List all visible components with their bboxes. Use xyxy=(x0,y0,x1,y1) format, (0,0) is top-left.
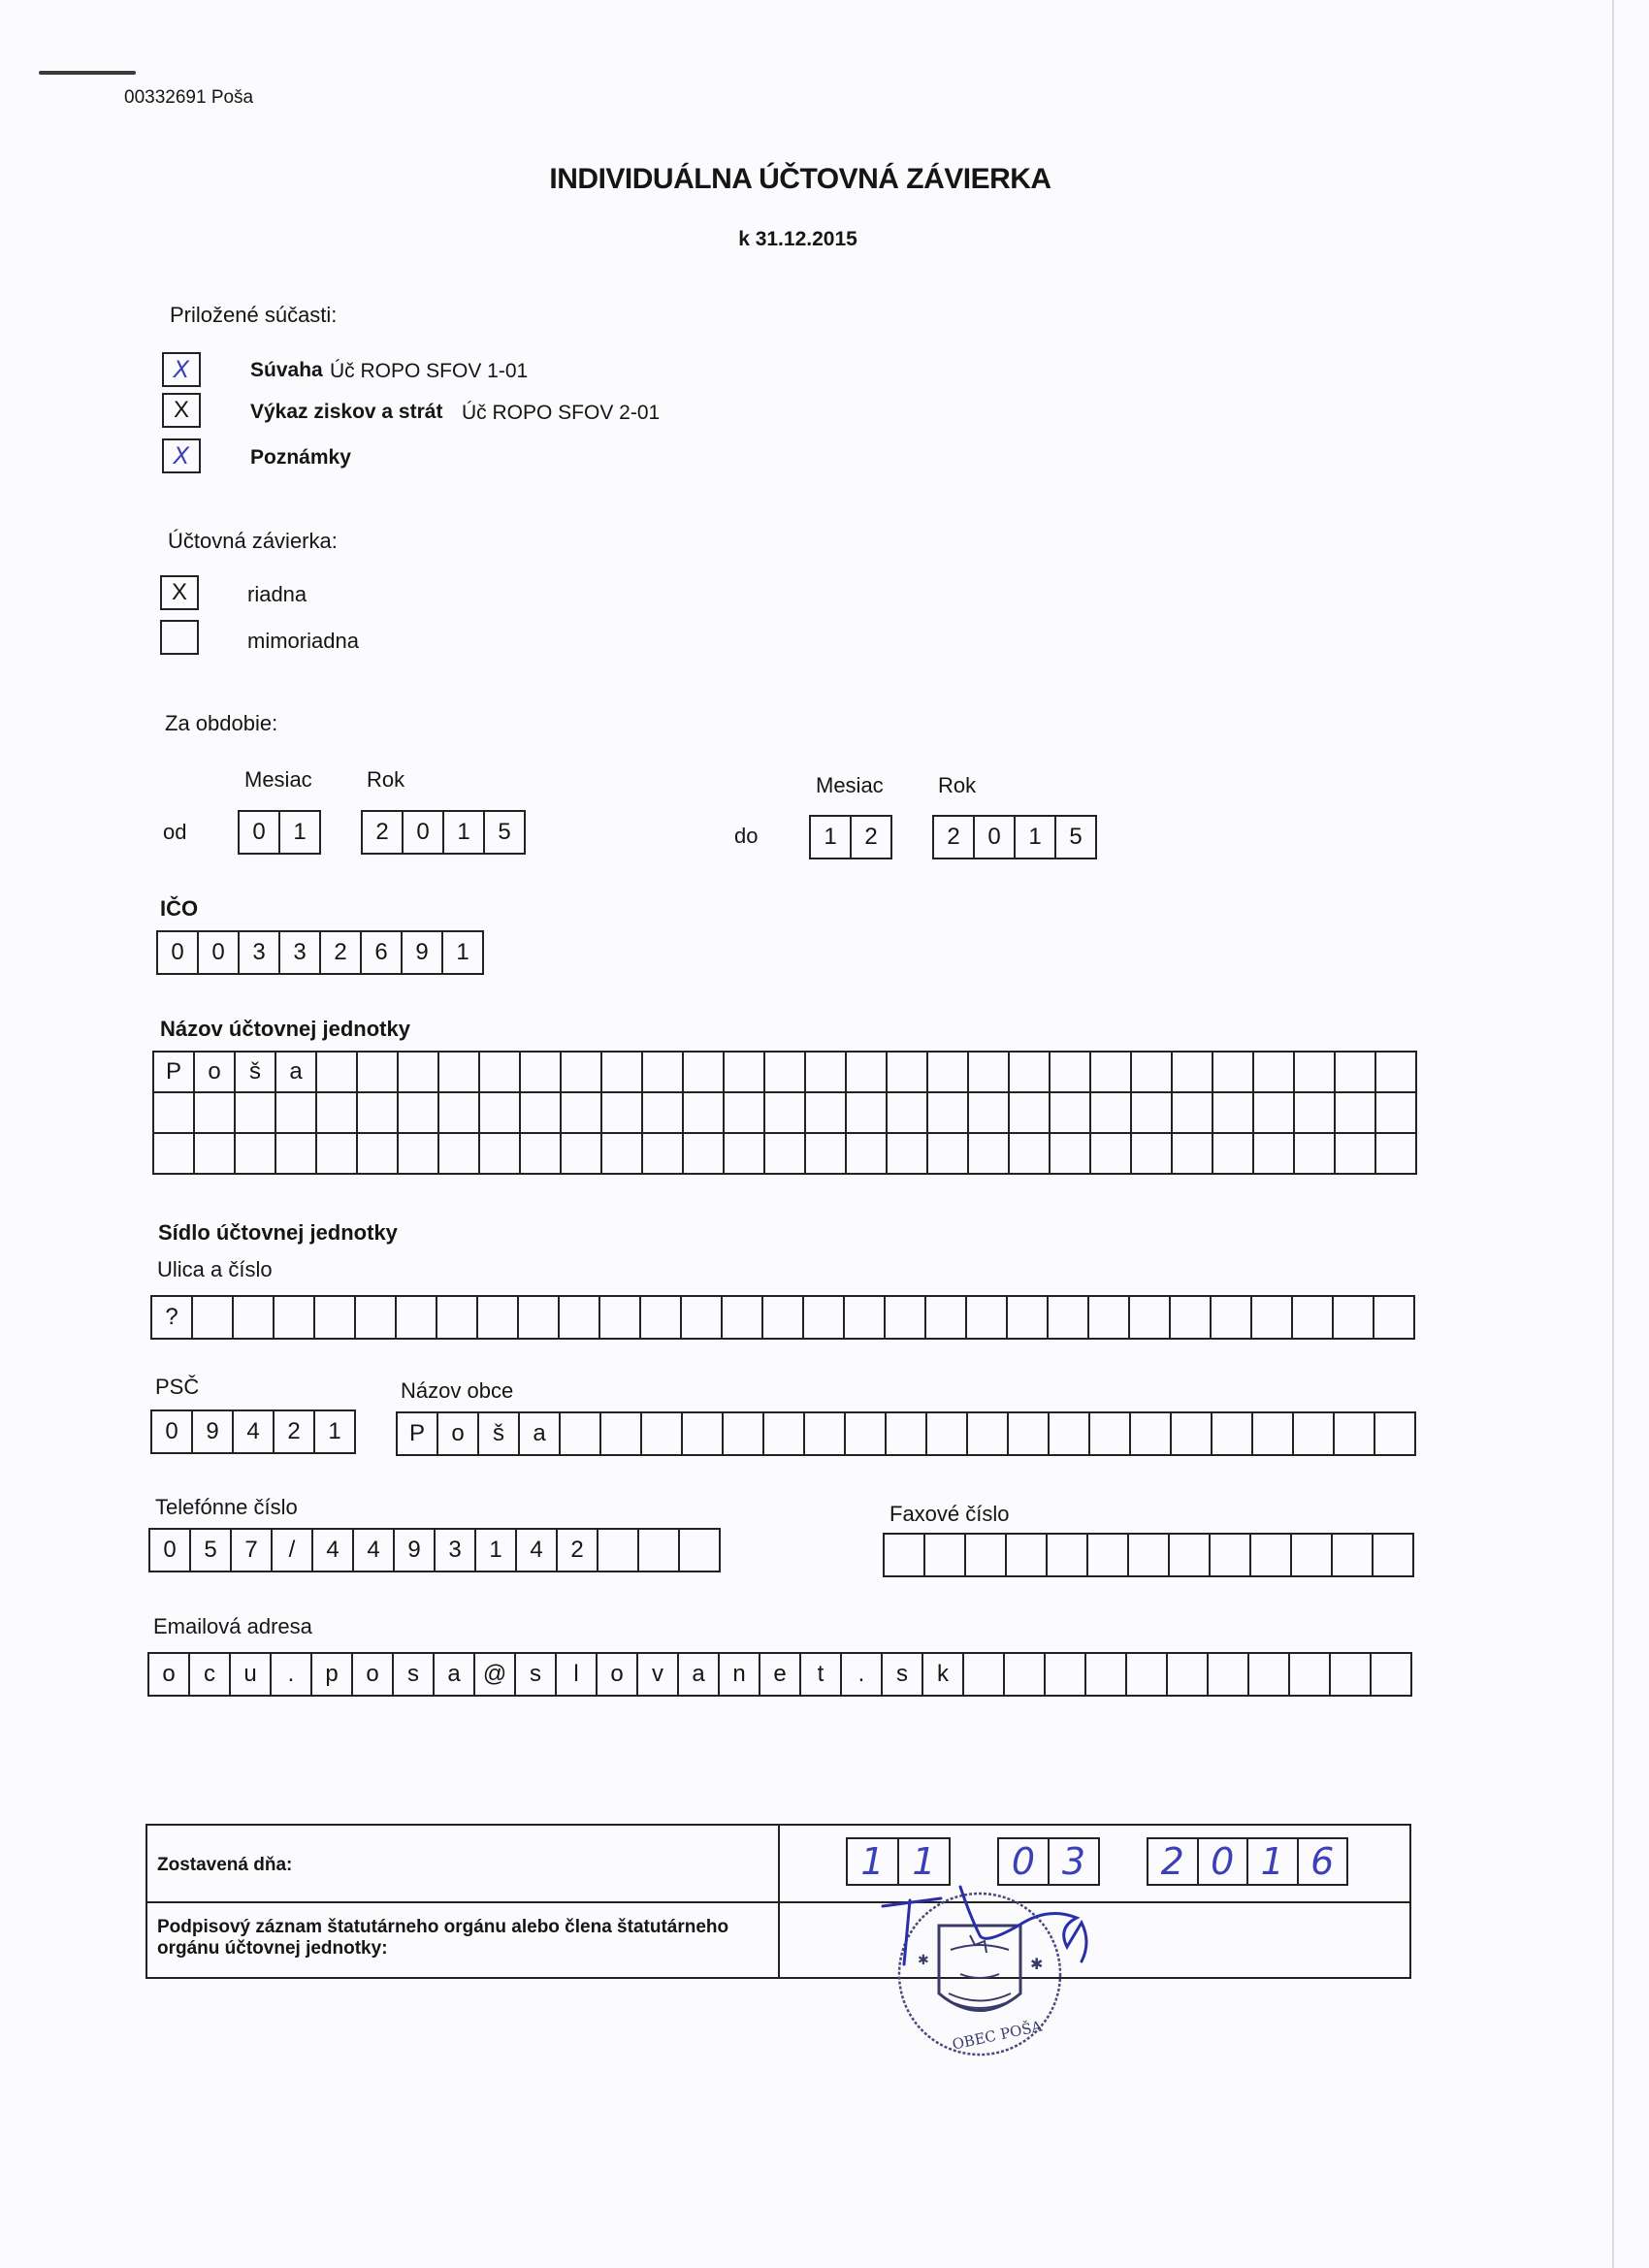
signature-label: Podpisový záznam štatutárneho orgánu alebo člena štatutárneho orgánu účtovnej jednotky: xyxy=(157,1917,729,1959)
empty-cell xyxy=(1294,1413,1335,1456)
empty-cell xyxy=(1132,1093,1173,1134)
attachment-checkbox-income[interactable]: X xyxy=(162,393,201,428)
empty-cell xyxy=(1295,1093,1336,1134)
empty-cell xyxy=(643,1134,684,1175)
empty-cell xyxy=(598,1530,639,1572)
ico-label: IČO xyxy=(160,896,199,921)
empty-cell xyxy=(1131,1413,1172,1456)
psc-digit: 4 xyxy=(234,1411,275,1454)
empty-cell xyxy=(1376,1093,1417,1134)
empty-cell xyxy=(928,1093,969,1134)
year-digit: 2 xyxy=(1148,1839,1199,1884)
empty-cell xyxy=(1212,1413,1253,1456)
ico-digit: 3 xyxy=(240,932,280,975)
ico-digit: 6 xyxy=(362,932,403,975)
empty-cell xyxy=(1051,1053,1091,1093)
street-label: Ulica a číslo xyxy=(157,1257,273,1281)
email-char: a xyxy=(435,1654,475,1697)
empty-cell xyxy=(847,1093,888,1134)
from-year-label: Rok xyxy=(367,767,405,792)
to-year-digit: 5 xyxy=(1056,817,1097,859)
empty-cell xyxy=(1213,1093,1254,1134)
email-char: t xyxy=(801,1654,842,1697)
email-char: s xyxy=(394,1654,435,1697)
month-digit: 0 xyxy=(999,1839,1050,1884)
empty-cell xyxy=(1172,1413,1212,1456)
email-char: . xyxy=(842,1654,883,1697)
empty-cell xyxy=(1090,1413,1131,1456)
statement-extraordinary-label: mimoriadna xyxy=(247,629,359,653)
empty-cell xyxy=(315,1297,356,1340)
empty-cell xyxy=(1051,1134,1091,1175)
empty-cell xyxy=(967,1297,1008,1340)
empty-cell xyxy=(684,1053,725,1093)
empty-cell xyxy=(602,1134,643,1175)
attachment-label-income: Výkaz ziskov a strát xyxy=(250,401,443,423)
compiled-label: Zostavená dňa: xyxy=(157,1855,293,1875)
empty-cell xyxy=(1050,1413,1090,1456)
empty-cell xyxy=(1254,1053,1295,1093)
pen-mark xyxy=(39,71,136,75)
town-char: o xyxy=(438,1413,479,1456)
empty-cell xyxy=(806,1093,847,1134)
psc-digit: 1 xyxy=(315,1411,356,1454)
from-year-digit: 0 xyxy=(404,812,444,855)
empty-cell xyxy=(1051,1093,1091,1134)
statement-regular-label: riadna xyxy=(247,582,307,606)
empty-cell xyxy=(1168,1654,1209,1697)
day-digit: 1 xyxy=(848,1839,899,1884)
to-month-field[interactable] xyxy=(809,815,892,859)
from-year-digit: 1 xyxy=(444,812,485,855)
empty-cell xyxy=(925,1535,966,1577)
phone-char: 7 xyxy=(232,1530,273,1572)
attachment-checkbox-balance[interactable]: X xyxy=(162,352,201,387)
official-stamp xyxy=(854,1877,1106,2066)
entity-name-char: o xyxy=(195,1053,236,1093)
psc-field[interactable] xyxy=(150,1409,356,1454)
empty-cell xyxy=(317,1053,358,1093)
empty-cell xyxy=(601,1413,642,1456)
empty-cell xyxy=(154,1134,195,1175)
empty-cell xyxy=(765,1053,806,1093)
empty-cell xyxy=(1251,1535,1292,1577)
empty-cell xyxy=(1290,1654,1331,1697)
phone-char: 4 xyxy=(313,1530,354,1572)
empty-cell xyxy=(358,1053,399,1093)
empty-cell xyxy=(764,1413,805,1456)
empty-cell xyxy=(926,1297,967,1340)
empty-cell xyxy=(928,1134,969,1175)
empty-cell xyxy=(195,1134,236,1175)
attachment-label-notes: Poznámky xyxy=(250,446,351,469)
empty-cell xyxy=(234,1297,275,1340)
year-digit: 1 xyxy=(1248,1839,1299,1884)
attachment-checkbox-notes[interactable]: X xyxy=(162,438,201,473)
from-month-digit: 1 xyxy=(280,812,321,855)
empty-cell xyxy=(1293,1297,1334,1340)
empty-cell xyxy=(1129,1535,1170,1577)
psc-label: PSČ xyxy=(155,1375,200,1399)
phone-char: 5 xyxy=(191,1530,232,1572)
fax-field[interactable] xyxy=(883,1533,1414,1577)
empty-cell xyxy=(480,1134,521,1175)
email-char: o xyxy=(149,1654,190,1697)
scan-edge xyxy=(1612,0,1614,2268)
empty-cell xyxy=(521,1093,562,1134)
empty-cell xyxy=(846,1413,887,1456)
psc-digit: 9 xyxy=(193,1411,234,1454)
empty-cell xyxy=(639,1530,680,1572)
empty-cell xyxy=(765,1093,806,1134)
empty-cell xyxy=(397,1297,437,1340)
empty-cell xyxy=(966,1535,1007,1577)
empty-cell xyxy=(725,1134,765,1175)
empty-cell xyxy=(683,1413,724,1456)
empty-cell xyxy=(928,1053,969,1093)
empty-cell xyxy=(1091,1134,1132,1175)
empty-cell xyxy=(806,1134,847,1175)
empty-cell xyxy=(765,1134,806,1175)
entity-name-field[interactable] xyxy=(152,1051,1417,1175)
empty-cell xyxy=(682,1297,723,1340)
empty-cell xyxy=(317,1093,358,1134)
empty-cell xyxy=(641,1297,682,1340)
phone-label: Telefónne číslo xyxy=(155,1495,298,1519)
entity-name-char: a xyxy=(276,1053,317,1093)
ico-digit: 9 xyxy=(403,932,443,975)
empty-cell xyxy=(845,1297,886,1340)
psc-digit: 2 xyxy=(275,1411,315,1454)
empty-cell xyxy=(1376,1134,1417,1175)
empty-cell xyxy=(643,1053,684,1093)
ico-digit: 2 xyxy=(321,932,362,975)
empty-cell xyxy=(356,1297,397,1340)
to-month-digit: 1 xyxy=(811,817,852,859)
empty-cell xyxy=(358,1093,399,1134)
phone-char: / xyxy=(273,1530,313,1572)
email-char: a xyxy=(679,1654,720,1697)
ico-digit: 0 xyxy=(199,932,240,975)
entity-name-char: P xyxy=(154,1053,195,1093)
empty-cell xyxy=(806,1053,847,1093)
town-field[interactable] xyxy=(396,1411,1416,1456)
empty-cell xyxy=(1374,1535,1414,1577)
empty-cell xyxy=(1132,1134,1173,1175)
email-char: c xyxy=(190,1654,231,1697)
phone-char: 2 xyxy=(558,1530,598,1572)
email-char: s xyxy=(516,1654,557,1697)
empty-cell xyxy=(439,1134,480,1175)
phone-char: 4 xyxy=(517,1530,558,1572)
phone-char: 0 xyxy=(150,1530,191,1572)
empty-cell xyxy=(521,1134,562,1175)
empty-cell xyxy=(680,1530,721,1572)
empty-cell xyxy=(725,1093,765,1134)
document-date: k 31.12.2015 xyxy=(738,228,857,250)
empty-cell xyxy=(437,1297,478,1340)
entity-name-char: š xyxy=(236,1053,276,1093)
email-field[interactable] xyxy=(147,1652,1412,1697)
empty-cell xyxy=(684,1093,725,1134)
empty-cell xyxy=(1374,1297,1415,1340)
empty-cell xyxy=(519,1297,560,1340)
to-label: do xyxy=(734,824,759,848)
compiled-year-field[interactable] xyxy=(1147,1837,1348,1886)
empty-cell xyxy=(1336,1053,1376,1093)
town-char: P xyxy=(398,1413,438,1456)
address-heading: Sídlo účtovnej jednotky xyxy=(158,1220,398,1245)
empty-cell xyxy=(480,1053,521,1093)
svg-text:OBEC POŠA: OBEC POŠA xyxy=(951,2017,1044,2054)
empty-cell xyxy=(1132,1053,1173,1093)
empty-cell xyxy=(439,1093,480,1134)
to-year-label: Rok xyxy=(938,773,977,797)
month-digit: 3 xyxy=(1061,1840,1086,1883)
email-char: p xyxy=(312,1654,353,1697)
empty-cell xyxy=(805,1413,846,1456)
statement-type-heading: Účtovná závierka: xyxy=(168,529,338,553)
empty-cell xyxy=(1334,1297,1374,1340)
fax-label: Faxové číslo xyxy=(889,1502,1010,1526)
attachments-heading: Priložené súčasti: xyxy=(170,303,338,327)
empty-cell xyxy=(602,1053,643,1093)
attachment-code-balance: Úč ROPO SFOV 1-01 xyxy=(330,360,529,382)
to-year-digit: 1 xyxy=(1016,817,1056,859)
attachment-code-income: Úč ROPO SFOV 2-01 xyxy=(462,402,661,424)
empty-cell xyxy=(643,1093,684,1134)
empty-cell xyxy=(1252,1297,1293,1340)
phone-char: 9 xyxy=(395,1530,436,1572)
empty-cell xyxy=(193,1297,234,1340)
empty-cell xyxy=(1088,1535,1129,1577)
empty-cell xyxy=(1213,1053,1254,1093)
year-digit: 6 xyxy=(1310,1840,1335,1883)
from-month-digit: 0 xyxy=(240,812,280,855)
svg-text:✱: ✱ xyxy=(1030,1955,1044,1973)
empty-cell xyxy=(1372,1654,1412,1697)
empty-cell xyxy=(723,1297,763,1340)
email-char: o xyxy=(353,1654,394,1697)
empty-cell xyxy=(1213,1134,1254,1175)
empty-cell xyxy=(1010,1053,1051,1093)
empty-cell xyxy=(1375,1413,1416,1456)
empty-cell xyxy=(1333,1535,1374,1577)
empty-cell xyxy=(1086,1654,1127,1697)
empty-cell xyxy=(602,1093,643,1134)
empty-cell xyxy=(1295,1134,1336,1175)
email-char: v xyxy=(638,1654,679,1697)
empty-cell xyxy=(969,1134,1010,1175)
empty-cell xyxy=(885,1535,925,1577)
signature-table xyxy=(146,1824,1411,1979)
empty-cell xyxy=(1376,1053,1417,1093)
empty-cell xyxy=(1211,1535,1251,1577)
empty-cell xyxy=(847,1134,888,1175)
town-label: Názov obce xyxy=(401,1378,514,1403)
empty-cell xyxy=(478,1297,519,1340)
from-month-label: Mesiac xyxy=(244,767,312,792)
phone-char: 1 xyxy=(476,1530,517,1572)
empty-cell xyxy=(1008,1297,1049,1340)
empty-cell xyxy=(888,1053,928,1093)
email-char: l xyxy=(557,1654,598,1697)
street-char: ? xyxy=(152,1297,193,1340)
empty-cell xyxy=(562,1134,602,1175)
entity-name-label: Názov účtovnej jednotky xyxy=(160,1017,410,1041)
email-label: Emailová adresa xyxy=(153,1614,312,1638)
empty-cell xyxy=(317,1134,358,1175)
empty-cell xyxy=(439,1053,480,1093)
email-char: . xyxy=(272,1654,312,1697)
empty-cell xyxy=(964,1654,1005,1697)
empty-cell xyxy=(399,1134,439,1175)
empty-cell xyxy=(847,1053,888,1093)
empty-cell xyxy=(399,1093,439,1134)
phone-field[interactable] xyxy=(148,1528,721,1572)
empty-cell xyxy=(358,1134,399,1175)
empty-cell xyxy=(887,1413,927,1456)
empty-cell xyxy=(1127,1654,1168,1697)
empty-cell xyxy=(1212,1297,1252,1340)
empty-cell xyxy=(1173,1093,1213,1134)
ico-digit: 1 xyxy=(443,932,484,975)
empty-cell xyxy=(886,1297,926,1340)
empty-cell xyxy=(1130,1297,1171,1340)
empty-cell xyxy=(1091,1053,1132,1093)
empty-cell xyxy=(804,1297,845,1340)
to-month-label: Mesiac xyxy=(816,773,884,797)
empty-cell xyxy=(968,1413,1009,1456)
from-month-field[interactable] xyxy=(238,810,321,855)
empty-cell xyxy=(600,1297,641,1340)
email-char: o xyxy=(598,1654,638,1697)
empty-cell xyxy=(1009,1413,1050,1456)
empty-cell xyxy=(724,1413,764,1456)
to-year-digit: 0 xyxy=(975,817,1016,859)
year-digit: 0 xyxy=(1199,1839,1249,1884)
empty-cell xyxy=(276,1134,317,1175)
empty-cell xyxy=(642,1413,683,1456)
empty-cell xyxy=(1046,1654,1086,1697)
to-year-field[interactable] xyxy=(932,815,1097,859)
email-char: u xyxy=(231,1654,272,1697)
empty-cell xyxy=(1295,1053,1336,1093)
empty-cell xyxy=(1010,1093,1051,1134)
empty-cell xyxy=(1335,1413,1375,1456)
empty-cell xyxy=(560,1297,600,1340)
phone-char: 4 xyxy=(354,1530,395,1572)
empty-cell xyxy=(236,1093,276,1134)
town-char: a xyxy=(520,1413,561,1456)
day-digit: 1 xyxy=(912,1840,936,1883)
empty-cell xyxy=(725,1053,765,1093)
svg-text:✱: ✱ xyxy=(918,1953,929,1968)
empty-cell xyxy=(1007,1535,1048,1577)
phone-char: 3 xyxy=(436,1530,476,1572)
empty-cell xyxy=(276,1093,317,1134)
empty-cell xyxy=(195,1093,236,1134)
document-title: INDIVIDUÁLNA ÚČTOVNÁ ZÁVIERKA xyxy=(549,163,1051,195)
table-divider xyxy=(778,1826,780,1977)
town-char: š xyxy=(479,1413,520,1456)
empty-cell xyxy=(236,1134,276,1175)
ico-digit: 0 xyxy=(158,932,199,975)
reference-number: 00332691 Poša xyxy=(124,87,254,108)
empty-cell xyxy=(1254,1093,1295,1134)
empty-cell xyxy=(684,1134,725,1175)
empty-cell xyxy=(1253,1413,1294,1456)
empty-cell xyxy=(1170,1535,1211,1577)
empty-cell xyxy=(763,1297,804,1340)
from-label: od xyxy=(163,820,187,844)
empty-cell xyxy=(1331,1654,1372,1697)
email-char: s xyxy=(883,1654,923,1697)
empty-cell xyxy=(1249,1654,1290,1697)
empty-cell xyxy=(1336,1134,1376,1175)
ico-field[interactable] xyxy=(156,930,484,975)
empty-cell xyxy=(562,1053,602,1093)
statement-regular-checkbox[interactable]: X xyxy=(160,575,199,610)
empty-cell xyxy=(561,1413,601,1456)
to-month-digit: 2 xyxy=(852,817,892,859)
statement-extraordinary-checkbox[interactable] xyxy=(160,620,199,655)
empty-cell xyxy=(480,1093,521,1134)
empty-cell xyxy=(275,1297,315,1340)
empty-cell xyxy=(154,1093,195,1134)
attachment-label-balance: Súvaha xyxy=(250,359,323,381)
from-year-field[interactable] xyxy=(361,810,526,855)
empty-cell xyxy=(399,1053,439,1093)
empty-cell xyxy=(1173,1134,1213,1175)
empty-cell xyxy=(1171,1297,1212,1340)
empty-cell xyxy=(1292,1535,1333,1577)
empty-cell xyxy=(1254,1134,1295,1175)
empty-cell xyxy=(927,1413,968,1456)
email-char: k xyxy=(923,1654,964,1697)
period-heading: Za obdobie: xyxy=(165,711,278,735)
empty-cell xyxy=(1091,1093,1132,1134)
psc-digit: 0 xyxy=(152,1411,193,1454)
empty-cell xyxy=(1089,1297,1130,1340)
empty-cell xyxy=(1005,1654,1046,1697)
empty-cell xyxy=(1336,1093,1376,1134)
street-field[interactable] xyxy=(150,1295,1415,1340)
empty-cell xyxy=(1173,1053,1213,1093)
email-char: @ xyxy=(475,1654,516,1697)
empty-cell xyxy=(888,1093,928,1134)
empty-cell xyxy=(969,1093,1010,1134)
empty-cell xyxy=(1209,1654,1249,1697)
email-char: n xyxy=(720,1654,760,1697)
empty-cell xyxy=(1010,1134,1051,1175)
email-char: e xyxy=(760,1654,801,1697)
empty-cell xyxy=(969,1053,1010,1093)
empty-cell xyxy=(521,1053,562,1093)
empty-cell xyxy=(888,1134,928,1175)
from-year-digit: 2 xyxy=(363,812,404,855)
empty-cell xyxy=(1048,1535,1088,1577)
empty-cell xyxy=(562,1093,602,1134)
to-year-digit: 2 xyxy=(934,817,975,859)
ico-digit: 3 xyxy=(280,932,321,975)
from-year-digit: 5 xyxy=(485,812,526,855)
empty-cell xyxy=(1049,1297,1089,1340)
